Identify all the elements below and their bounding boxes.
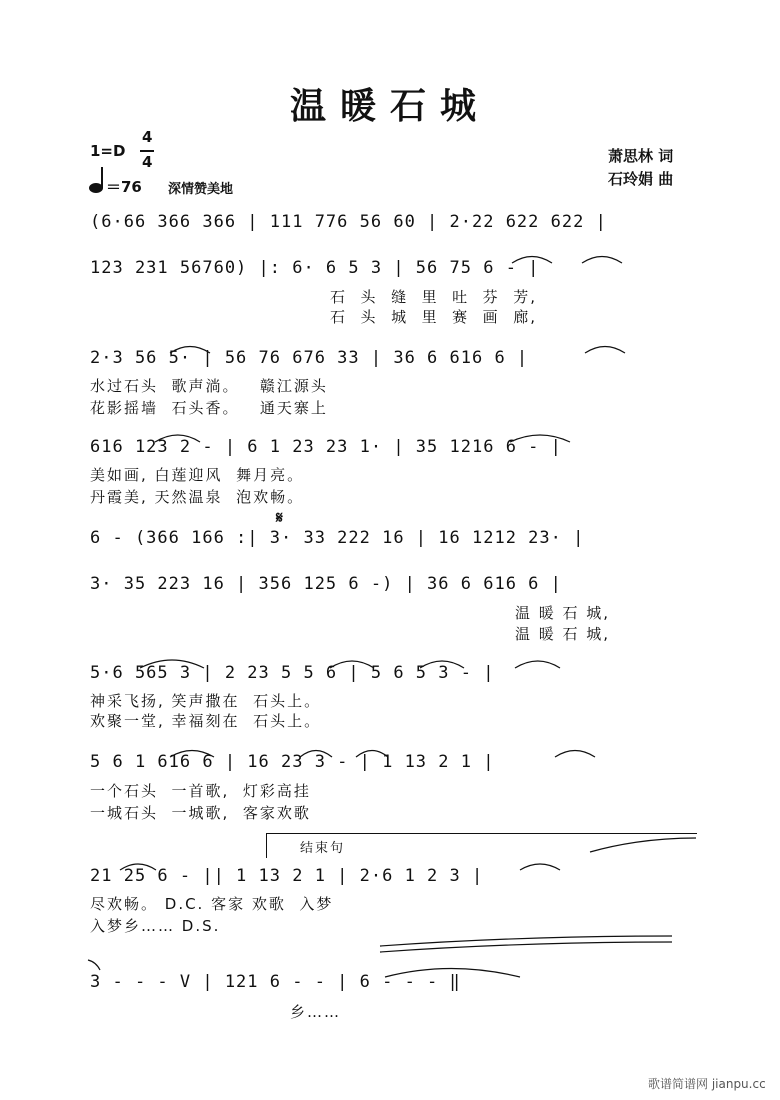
lyric-line-9-verse-1: 尽欢畅。 D.C. 客家 欢歌 入梦 (90, 895, 334, 913)
lyric-line-7-verse-1: 神采飞扬, 笑声撒在 石头上。 (90, 692, 322, 710)
time-signature-bottom: 4 (142, 153, 153, 171)
segno-sign: 𝄋 (276, 508, 283, 527)
lyric-line-8-verse-1: 一个石头 一首歌, 灯彩高挂 (90, 782, 311, 800)
key-signature: 1=D (90, 142, 126, 160)
tempo-marking: ＝76 (106, 178, 142, 196)
score-line-9: 21 25 6 - || 1 13 2 1 | 2·6 1 2 3 | (90, 866, 484, 886)
composer-credit: 石玲娟 曲 (608, 170, 674, 188)
score-line-5: 6 - (366 166 :| 3· 33 222 16 | 16 1212 23· | (90, 528, 585, 548)
expression-marking: 深情赞美地 (168, 182, 234, 197)
lyric-line-3-verse-1: 水过石头 歌声淌。 赣江源头 (90, 377, 328, 395)
lyric-line-10-verse-1: 乡…… (290, 1003, 342, 1021)
score-line-8: 5 6 1 616 6 | 16 23 3 - | 1 13 2 1 | (90, 752, 495, 772)
score-line-3: 2·3 56 5· | 56 76 676 33 | 36 6 616 6 | (90, 348, 529, 368)
lyric-line-6-verse-1: 温 暖 石 城, (515, 604, 611, 622)
score-line-10: 3 - - - V | 121 6 - - | 6 - - - ‖ (90, 972, 461, 992)
lyric-line-9-verse-2: 入梦乡…… D.S. (90, 917, 221, 935)
score-line-2: 123 231 56760) |: 6· 6 5 3 | 56 75 6 - | (90, 258, 540, 278)
watermark: 歌谱简谱网 jianpu.cc (648, 1077, 766, 1091)
lyric-line-8-verse-2: 一城石头 一城歌, 客家欢歌 (90, 804, 311, 822)
lyric-line-7-verse-2: 欢聚一堂, 幸福刻在 石头上。 (90, 712, 322, 730)
score-line-1: (6·66 366 366 | 111 776 56 60 | 2·22 622 622 | (90, 212, 607, 232)
score-line-6: 3· 35 223 16 | 356 125 6 -) | 36 6 616 6 | (90, 574, 562, 594)
lyric-line-2-verse-2: 石 头 城 里 赛 画 廊, (330, 308, 537, 326)
ending-label: 结束句 (300, 841, 346, 856)
lyric-line-2-verse-1: 石 头 缝 里 吐 芬 芳, (330, 288, 537, 306)
score-line-4: 616 123 2 - | 6 1 23 23 1· | 35 1216 6 - | (90, 437, 562, 457)
lyric-line-3-verse-2: 花影摇墙 石头香。 通天寨上 (90, 399, 328, 417)
lyric-line-4-verse-1: 美如画, 白莲迎风 舞月亮。 (90, 466, 305, 484)
score-line-7: 5·6 565 3 | 2 23 5 5 6 | 5 6 5 3 - | (90, 663, 495, 683)
lyricist-credit: 萧思林 词 (608, 147, 674, 165)
song-title: 温暖石城 (289, 85, 490, 127)
lyric-line-4-verse-2: 丹霞美, 天然温泉 泡欢畅。 (90, 488, 305, 506)
time-signature-top: 4 (142, 128, 153, 146)
lyric-line-6-verse-2: 温 暖 石 城, (515, 625, 611, 643)
